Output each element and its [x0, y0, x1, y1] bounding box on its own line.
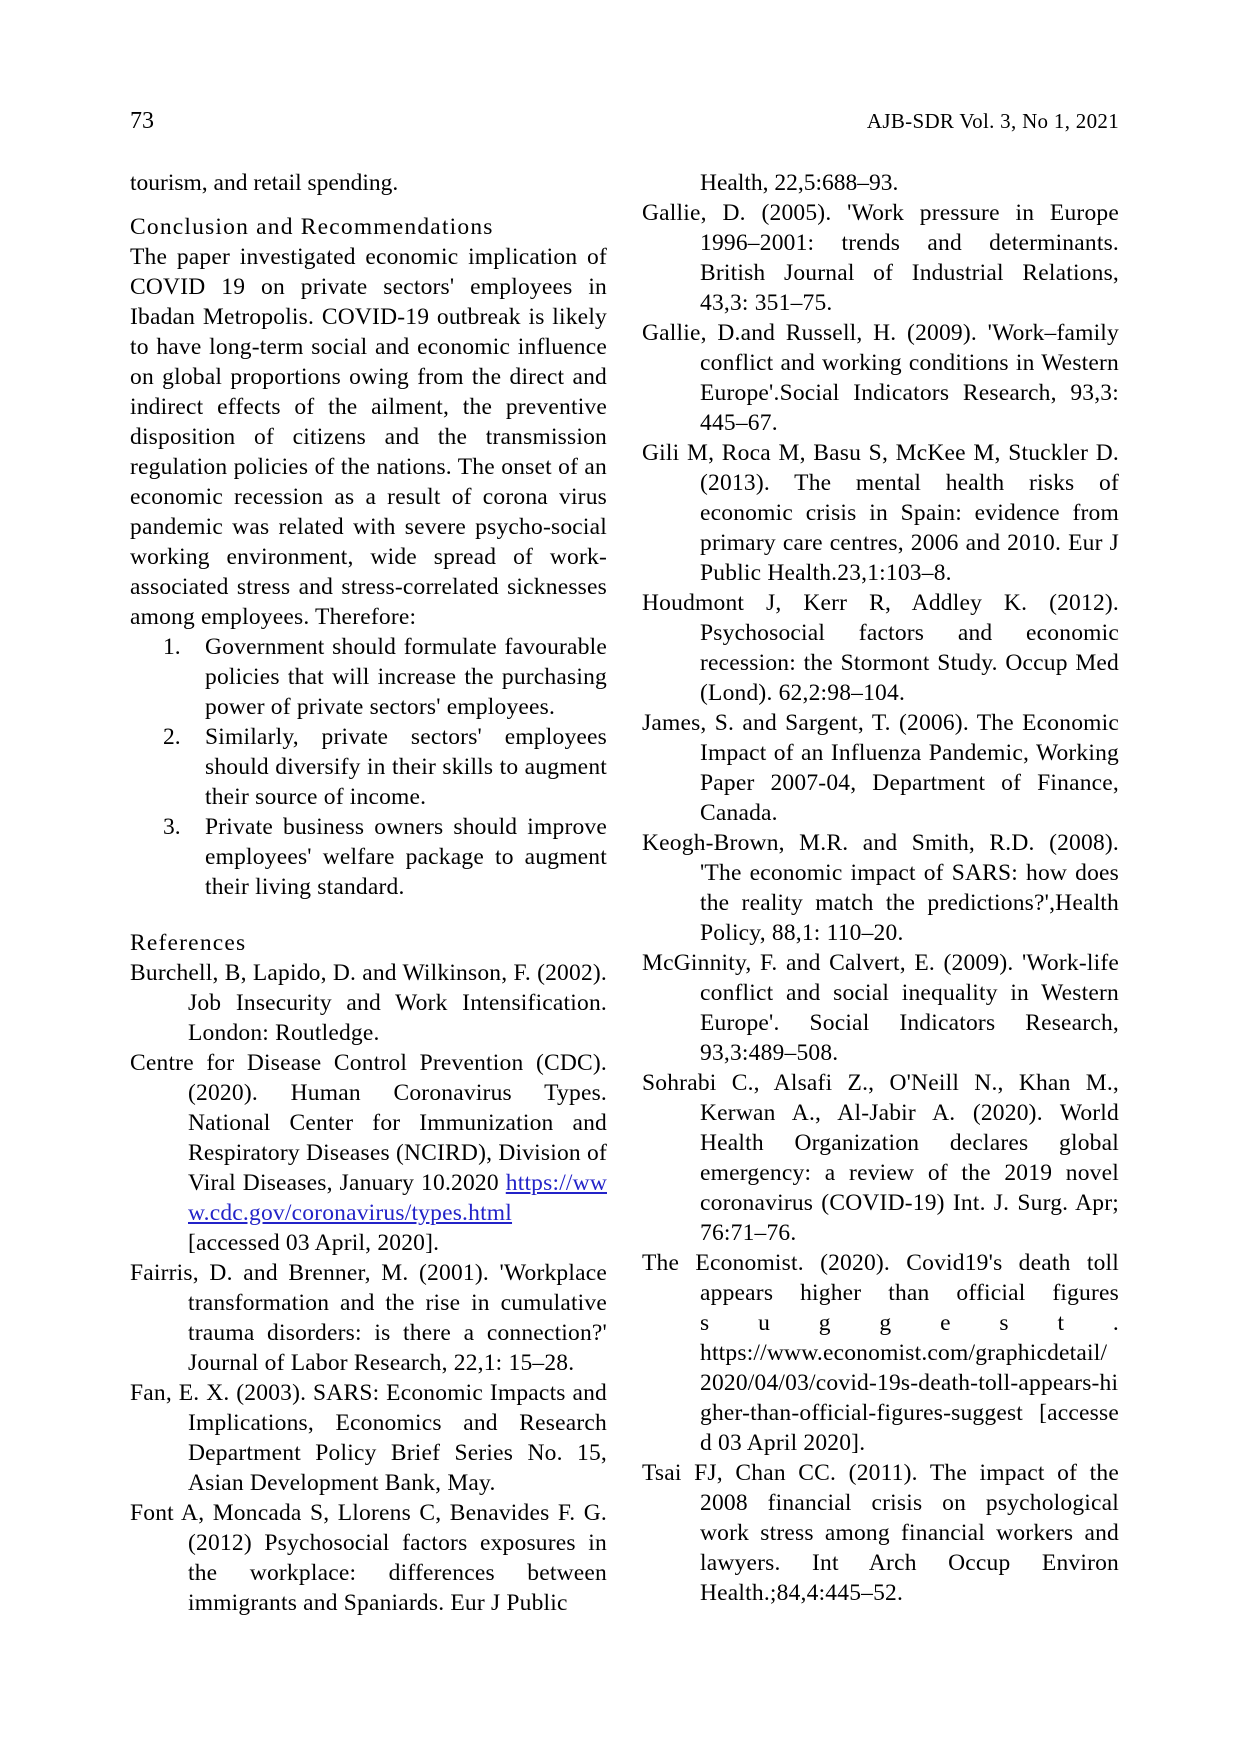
- reference-entry: [642, 1248, 1119, 1458]
- reference-entry: [130, 1378, 607, 1498]
- list-number: 2.: [163, 724, 181, 750]
- reference-entry: [642, 318, 1119, 438]
- reference-text: Burchell, B, Lapido, D. and Wilkinson, F. (2002). Job Insecurity and Work Intensification. London: Routledge.: [130, 960, 607, 1046]
- vertical-gap: [130, 198, 607, 212]
- two-column-layout: [130, 168, 1119, 1618]
- conclusion-paragraph: The paper investigated economic implication of COVID 19 on private sectors' employees in Ibadan Metropolis. COVID-19 outbreak is likely to have long-term social and economic influence on global proportions owing from the direct and indirect effects of the ailment, the preventive disposition of citizens and the transmission regulation policies of the nations. The onset of an economic recession as a result of corona virus pandemic was related with severe psycho-social working environment, wide spread of work-associated stress and stress-correlated sicknesses among employees. Therefore:: [130, 244, 607, 630]
- reference-entry: [642, 1068, 1119, 1248]
- recommendation-text: Government should formulate favourable policies that will increase the purchasing power of private sectors' employees.: [205, 634, 607, 720]
- page-number: 73: [130, 108, 154, 134]
- references-heading: References: [130, 930, 247, 956]
- reference-text: Font A, Moncada S, Llorens C, Benavides F. G. (2012) Psychosocial factors exposures in the workplace: differences between immigrants and Spaniards. Eur J Public: [130, 1500, 607, 1616]
- reference-entry: [642, 438, 1119, 588]
- references-list-left: [130, 958, 607, 1618]
- reference-text: Fairris, D. and Brenner, M. (2001). 'Workplace transformation and the rise in cumulative trauma disorders: is there a connection?' Journal of Labor Research, 22,1: 15–28.: [130, 1260, 607, 1376]
- reference-text: Sohrabi C., Alsafi Z., O'Neill N., Khan M., Kerwan A., Al-Jabir A. (2020). World Health Organization declares global emergency: a review of the 2019 novel coronavirus (COVID-19) Int. J. Surg. Apr; 76:71–76.: [642, 1070, 1119, 1246]
- vertical-gap: [130, 902, 607, 928]
- left-column: [130, 168, 607, 1618]
- reference-text: Tsai FJ, Chan CC. (2011). The impact of the 2008 financial crisis on psychological work stress among financial workers and lawyers. Int Arch Occup Environ Health.;84,4:445–52.: [642, 1460, 1119, 1606]
- paragraph-fragment: tourism, and retail spending.: [130, 170, 399, 196]
- reference-entry: [642, 588, 1119, 708]
- reference-text: Gallie, D.and Russell, H. (2009). 'Work–family conflict and working conditions in Western Europe'.Social Indicators Research, 93,3: 445–67.: [642, 320, 1119, 436]
- reference-entry: [130, 1048, 607, 1258]
- recommendation-text: Private business owners should improve employees' welfare package to augment their living standard.: [205, 814, 607, 900]
- right-column: [642, 168, 1119, 1618]
- reference-entry: [130, 1498, 607, 1618]
- reference-text: McGinnity, F. and Calvert, E. (2009). 'Work-life conflict and social inequality in Western Europe'. Social Indicators Research, 93,3:489–508.: [642, 950, 1119, 1066]
- reference-entry: [642, 948, 1119, 1068]
- list-number: 1.: [163, 634, 181, 660]
- journal-info: AJB-SDR Vol. 3, No 1, 2021: [866, 109, 1119, 133]
- references-list-right: [642, 198, 1119, 1608]
- reference-entry: [642, 708, 1119, 828]
- stretched-word-line: s u g g e s t .: [700, 1310, 1119, 1336]
- reference-text: Gallie, D. (2005). 'Work pressure in Europe 1996–2001: trends and determinants. British Journal of Industrial Relations, 43,3: 351–75.: [642, 200, 1119, 316]
- reference-text: James, S. and Sargent, T. (2006). The Economic Impact of an Influenza Pandemic, Working Paper 2007-04, Department of Finance, Canada.: [642, 710, 1119, 826]
- reference-text: Keogh-Brown, M.R. and Smith, R.D. (2008). 'The economic impact of SARS: how does the reality match the predictions?',Health Policy, 88,1: 110–20.: [642, 830, 1119, 946]
- plain-url-text: https://www.economist.com/graphicdetail/2020/04/03/covid-19s-death-toll-appears-higher-than-official-figures-suggest [accessed 03 April 2020].: [700, 1340, 1119, 1456]
- reference-text: Gili M, Roca M, Basu S, McKee M, Stuckler D. (2013). The mental health risks of economic crisis in Spain: evidence from primary care centres, 2006 and 2010. Eur J Public Health.23,1:103–8.: [642, 440, 1119, 586]
- reference-entry: [642, 198, 1119, 318]
- reference-text: The Economist. (2020). Covid19's death toll appears higher than official figures: [642, 1250, 1119, 1306]
- reference-text: Fan, E. X. (2003). SARS: Economic Impacts and Implications, Economics and Research Department Policy Brief Series No. 15, Asian Development Bank, May.: [130, 1380, 607, 1496]
- page-header: [130, 106, 1119, 136]
- reference-text: [accessed 03 April, 2020].: [188, 1230, 440, 1256]
- recommendation-text: Similarly, private sectors' employees should diversify in their skills to augment their source of income.: [205, 724, 607, 810]
- recommendation-item: [163, 812, 607, 902]
- recommendation-item: [163, 632, 607, 722]
- recommendation-item: [163, 722, 607, 812]
- reference-entry: [642, 828, 1119, 948]
- list-number: 3.: [163, 814, 181, 840]
- reference-continuation: Health, 22,5:688–93.: [700, 170, 899, 196]
- reference-entry: [130, 1258, 607, 1378]
- reference-text: Houdmont J, Kerr R, Addley K. (2012). Psychosocial factors and economic recession: the Stormont Study. Occup Med (Lond). 62,2:98–104.: [642, 590, 1119, 706]
- reference-entry: [130, 958, 607, 1048]
- reference-hyperlink[interactable]: https://www.cdc.gov/coronavirus/types.html: [188, 1170, 607, 1226]
- reference-text: Centre for Disease Control Prevention (CDC). (2020). Human Coronavirus Types. National Center for Immunization and Respiratory Diseases (NCIRD), Division of Viral Diseases, January 10.2020: [130, 1050, 607, 1196]
- recommendations-list: [130, 632, 607, 902]
- reference-entry: [642, 1458, 1119, 1608]
- section-heading: Conclusion and Recommendations: [130, 214, 494, 240]
